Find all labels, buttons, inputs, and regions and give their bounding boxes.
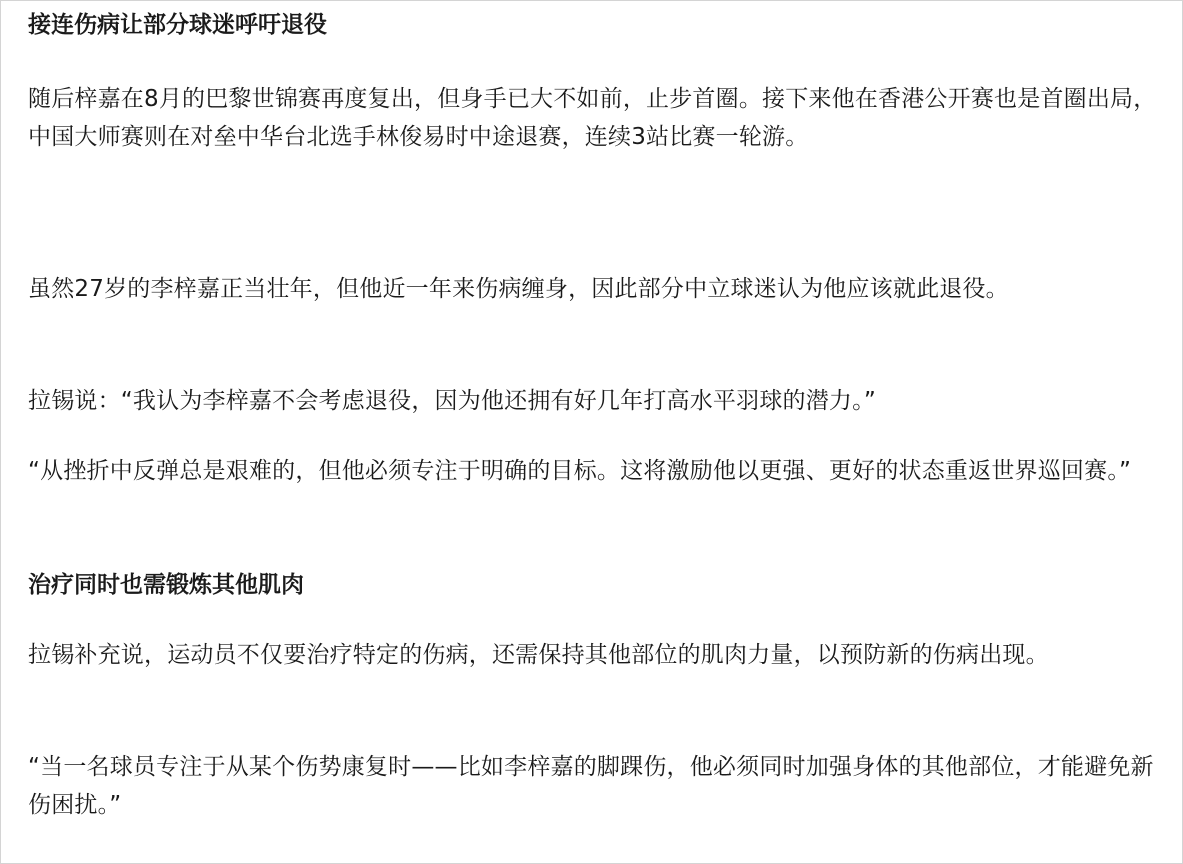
paragraph-muscle-strength: 拉锡补充说，运动员不仅要治疗特定的伤病，还需保持其他部位的肌肉力量，以预防新的伤病出现。 (28, 642, 1049, 668)
paragraph-retirement-calls: 虽然27岁的李梓嘉正当壮年，但他近一年来伤病缠身，因此部分中立球迷认为他应该就此退役。 (28, 276, 1009, 302)
section-heading-training: 治疗同时也需锻炼其他肌肉 (28, 572, 304, 598)
paragraph-comeback: 随后梓嘉在8月的巴黎世锦赛再度复出，但身手已大不如前，止步首圈。接下来他在香港公开赛也是首圈出局，中国大师赛则在对垒中华台北选手林俊易时中途退赛，连续3站比赛一轮游。 (28, 86, 1157, 150)
paragraph-setback-quote: “从挫折中反弹总是艰难的，但他必须专注于明确的目标。这将激励他以更强、更好的状态重返世界巡回赛。” (28, 458, 1132, 484)
paragraph-rashid-quote: 拉锡说：“我认为李梓嘉不会考虑退役，因为他还拥有好几年打高水平羽球的潜力。” (28, 388, 876, 414)
paragraph-recovery-quote: “当一名球员专注于从某个伤势康复时——比如李梓嘉的脚踝伤，他必须同时加强身体的其他部位，才能避免新伤困扰。” (28, 754, 1154, 818)
section-heading-injuries: 接连伤病让部分球迷呼吁退役 (28, 12, 327, 38)
